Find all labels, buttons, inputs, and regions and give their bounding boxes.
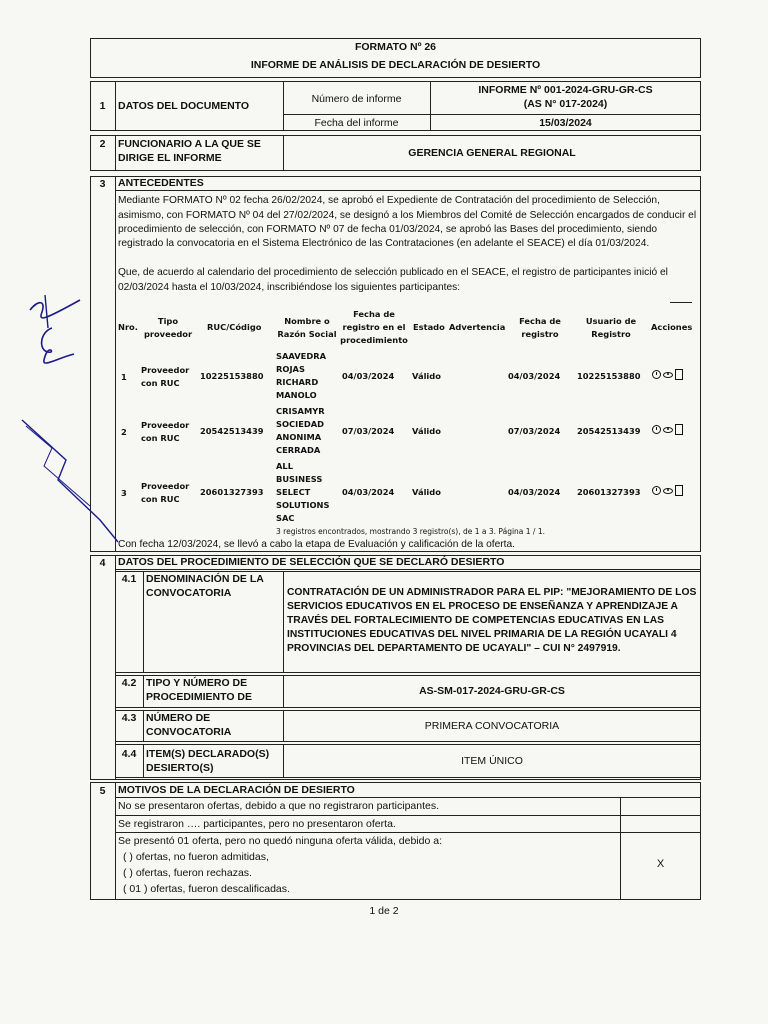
col-fecha-proc-2: registro en el — [342, 322, 406, 332]
col-tipo-1: Tipo — [157, 316, 179, 326]
section-2-title-2: DIRIGE EL INFORME — [118, 152, 222, 164]
row-4-4-number: 4.4 — [121, 748, 137, 760]
col-fecha-reg-1: Fecha de — [519, 316, 561, 326]
row-2-nombre-4: CERRADA — [276, 445, 321, 455]
antecedentes-line-1: Mediante FORMATO Nº 02 fecha 26/02/2024, se aprobó el Expediente de Contratación del procedimiento de Selección, — [118, 195, 660, 206]
row-4-4-label-1: ITEM(S) DECLARADO(S) — [146, 748, 270, 760]
row-1-usuario: 10225153880 — [577, 371, 641, 381]
row-1-tipo-1: Proveedor — [141, 365, 190, 375]
row-4-4-label-2: DESIERTO(S) — [146, 762, 214, 774]
row-2-fecha-proc: 07/03/2024 — [342, 426, 395, 436]
row-1-estado: Válido — [412, 371, 441, 381]
section-2-title-1: FUNCIONARIO A LA QUE SE — [118, 138, 261, 150]
row-2-nombre-2: SOCIEDAD — [276, 419, 325, 429]
motivo-option-3: Se presentó 01 oferta, pero no quedó ninguna oferta válida, debido a: — [118, 835, 442, 847]
row-3-fecha-proc: 04/03/2024 — [342, 487, 395, 497]
row-4-1-number: 4.1 — [121, 573, 137, 585]
row-4-2-label-1: TIPO Y NÚMERO DE — [146, 677, 248, 689]
row-1-nombre-1: SAAVEDRA — [276, 351, 327, 361]
antecedentes-closing: Con fecha 12/03/2024, se llevó a cabo la etapa de Evaluación y calificación de la oferta. — [118, 539, 516, 550]
fecha-informe-value: 15/03/2024 — [539, 117, 592, 129]
motivo-mark: X — [656, 858, 665, 870]
section-1-number: 1 — [99, 100, 106, 112]
row-3-actions[interactable] — [652, 485, 683, 496]
row-3-nombre-2: BUSINESS — [276, 474, 323, 484]
row-3-estado: Válido — [412, 487, 441, 497]
row-1-ruc: 10225153880 — [200, 371, 264, 381]
section-2-value: GERENCIA GENERAL REGIONAL — [408, 147, 576, 159]
row-2-tipo-2: con RUC — [141, 433, 180, 443]
row-1-nombre-3: RICHARD — [276, 377, 319, 387]
col-tipo-2: proveedor — [143, 329, 193, 339]
formato-number: FORMATO Nº 26 — [354, 41, 437, 53]
row-2-nombre-1: CRISAMYR — [276, 406, 325, 416]
antecedentes-line-3: procedimiento de selección, con FORMATO Nº 07 de fecha 01/03/2024, se aprobó las Bases del procedimiento, siendo — [118, 224, 658, 235]
row-2-actions[interactable] — [652, 424, 683, 435]
row-3-nombre-1: ALL — [276, 461, 293, 471]
antecedentes-line-4: registrado la convocatoria en el Sistema Electrónico de las Contrataciones (en adelante el SEACE) el día 01/03/2024. — [118, 238, 650, 249]
col-fecha-proc-1: Fecha de — [353, 309, 395, 319]
row-2-nombre-3: ANONIMA — [276, 432, 322, 442]
section-2-number: 2 — [99, 138, 106, 150]
row-4-2-number: 4.2 — [121, 677, 137, 689]
row-3-tipo-2: con RUC — [141, 494, 180, 504]
document-title: INFORME DE ANÁLISIS DE DECLARACIÓN DE DESIERTO — [250, 59, 541, 71]
eye-icon[interactable] — [663, 372, 673, 378]
row-1-fecha-proc: 04/03/2024 — [342, 371, 395, 381]
row-3-nombre-4: SOLUTIONS — [276, 500, 330, 510]
row-3-nombre-5: SAC — [276, 513, 295, 523]
row-1-nombre-2: ROJAS — [276, 364, 305, 374]
col-advertencia: Advertencia — [449, 322, 506, 332]
row-2-fecha-reg: 07/03/2024 — [508, 426, 561, 436]
row-1-actions[interactable] — [652, 369, 683, 380]
row-3-tipo-1: Proveedor — [141, 481, 190, 491]
col-fecha-reg-2: registro — [521, 329, 559, 339]
row-3-ruc: 20601327393 — [200, 487, 264, 497]
row-4-2-value: AS-SM-017-2024-GRU-GR-CS — [419, 685, 565, 697]
section-5-title: MOTIVOS DE LA DECLARACIÓN DE DESIERTO — [118, 784, 355, 796]
clock-icon[interactable] — [652, 425, 661, 434]
row-3-fecha-reg: 04/03/2024 — [508, 487, 561, 497]
row-4-1-value-4: INSTITUCIONES EDUCATIVAS DEL NIVEL PRIMARIA DE LA REGIÓN UCAYALI 4 — [287, 629, 677, 640]
numero-informe-value-1: INFORME Nº 001-2024-GRU-GR-CS — [478, 84, 653, 96]
row-2-estado: Válido — [412, 426, 441, 436]
section-1-title: DATOS DEL DOCUMENTO — [118, 100, 250, 112]
row-4-3-label-1: NÚMERO DE — [146, 712, 211, 724]
row-4-1-label-2: CONVOCATORIA — [146, 587, 232, 599]
numero-informe-value-2: (AS N° 017-2024) — [523, 98, 608, 110]
col-nombre-1: Nombre o — [284, 316, 330, 326]
row-4-3-value: PRIMERA CONVOCATORIA — [424, 720, 560, 732]
clock-icon[interactable] — [652, 370, 661, 379]
eye-icon[interactable] — [663, 488, 673, 494]
row-4-3-number: 4.3 — [121, 712, 137, 724]
section-4-number: 4 — [99, 557, 106, 569]
row-2-nro: 2 — [121, 427, 127, 437]
motivo-sub-3: ( 01 ) ofertas, fueron descalificadas. — [123, 883, 290, 895]
document-icon[interactable] — [675, 424, 683, 435]
row-4-1-value-2: SERVICIOS EDUCATIVOS EN EL PROCESO DE ENSEÑANZA Y APRENDIZAJE A — [287, 601, 678, 612]
row-4-1-value-5: PROVINCIAS DEL DEPARTAMENTO DE UCAYALI" – CUI N° 2497919. — [287, 643, 621, 654]
row-1-tipo-2: con RUC — [141, 378, 180, 388]
col-ruc: RUC/Código — [207, 322, 262, 332]
row-4-4-value: ITEM ÚNICO — [461, 755, 523, 767]
col-nombre-2: Razón Social — [277, 329, 337, 339]
numero-informe-label: Número de informe — [311, 93, 402, 105]
row-2-ruc: 20542513439 — [200, 426, 264, 436]
col-nro: Nro. — [118, 322, 138, 332]
antecedentes-line-2: asimismo, con FORMATO Nº 04 del 27/02/2024, se designó a los Miembros del Comité de Selección encargados de conducir el — [118, 210, 697, 221]
motivo-sub-2: ( ) ofertas, fueron rechazas. — [123, 867, 252, 879]
row-3-nombre-3: SELECT — [276, 487, 311, 497]
row-2-usuario: 20542513439 — [577, 426, 641, 436]
section-3-title: ANTECEDENTES — [118, 177, 204, 189]
section-3-number: 3 — [99, 178, 106, 190]
section-5-number: 5 — [99, 785, 106, 797]
row-3-usuario: 20601327393 — [577, 487, 641, 497]
antecedentes-line-6: 02/03/2024 hasta el 10/03/2024, inscribiéndose los siguientes participantes: — [118, 282, 461, 293]
row-4-1-value-1: CONTRATACIÓN DE UN ADMINISTRADOR PARA EL PIP: "MEJORAMIENTO DE LOS — [287, 587, 697, 598]
row-1-fecha-reg: 04/03/2024 — [508, 371, 561, 381]
motivo-sub-1: ( ) ofertas, no fueron admitidas, — [123, 851, 269, 863]
row-2-tipo-1: Proveedor — [141, 420, 190, 430]
row-1-nro: 1 — [121, 372, 127, 382]
document-icon[interactable] — [675, 485, 683, 496]
col-usuario-1: Usuario de — [585, 316, 637, 326]
antecedentes-line-5: Que, de acuerdo al calendario del procedimiento de selección publicado en el SEACE, el registro de participantes inició el — [118, 267, 668, 278]
row-3-nro: 3 — [121, 488, 127, 498]
row-4-1-value-3: TRAVÉS DEL FORTALECIMIENTO DE COMPETENCIAS EDUCATIVAS EN LAS — [287, 615, 665, 626]
col-fecha-proc-3: procedimiento — [340, 335, 408, 345]
page-number: 1 de 2 — [369, 905, 399, 917]
row-4-1-label-1: DENOMINACIÓN DE LA — [146, 573, 264, 585]
motivo-option-2: Se registraron …. participantes, pero no presentaron oferta. — [118, 818, 396, 830]
eye-icon[interactable] — [663, 427, 673, 433]
table-footer: 3 registros encontrados, mostrando 3 registro(s), de 1 a 3. Página 1 / 1. — [276, 527, 546, 536]
section-4-title: DATOS DEL PROCEDIMIENTO DE SELECCIÓN QUE SE DECLARÓ DESIERTO — [118, 556, 505, 568]
document-icon[interactable] — [675, 369, 683, 380]
clock-icon[interactable] — [652, 486, 661, 495]
row-4-3-label-2: CONVOCATORIA — [146, 726, 232, 738]
fecha-informe-label: Fecha del informe — [314, 117, 399, 129]
col-usuario-2: Registro — [591, 329, 631, 339]
handwritten-signature — [0, 280, 120, 560]
motivo-option-1: No se presentaron ofertas, debido a que no registraron participantes. — [118, 800, 440, 812]
row-4-2-label-2: PROCEDIMIENTO DE — [146, 691, 252, 703]
col-estado: Estado — [413, 322, 445, 332]
row-1-nombre-4: MANOLO — [276, 390, 317, 400]
col-acciones: Acciones — [651, 322, 693, 332]
